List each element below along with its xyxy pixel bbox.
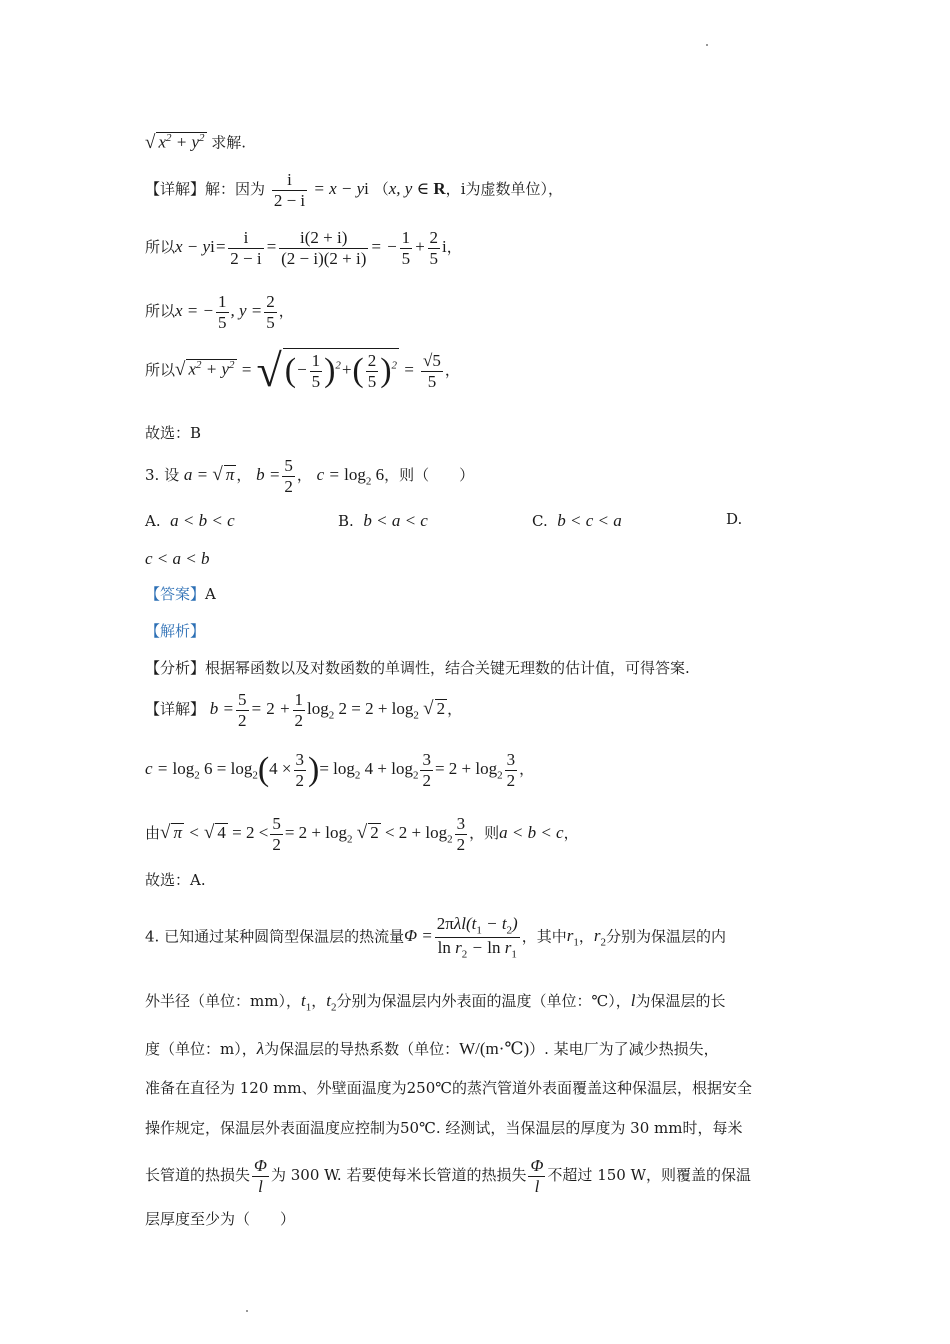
detail-label: 【详解】 [145, 699, 206, 718]
option-c[interactable]: C. b < c < a [532, 511, 622, 530]
text-q4-line3b: 为保温层的导热系数（单位： [264, 1040, 460, 1058]
line-q2-answer: 故选：B [145, 424, 202, 442]
text-q4-line3c: ）. 某电厂为了减少热损失， [529, 1040, 719, 1058]
question-4-line4: 准备在直径为 120 mm、外壁面温度为250℃的蒸汽管道外表面覆盖这种保温层，根据安全 [145, 1079, 753, 1097]
line-q2-detail: 【详解】解：因为 $\frac{i}{2 - i}$ = x − yi （x, y ∈ R，i为虚数单位）， [145, 170, 563, 210]
line-q3-answer: 故选：A. [145, 871, 206, 889]
analysis-line [145, 661, 690, 676]
text-qiujie: 求解. [211, 133, 247, 152]
corner-dot [706, 44, 708, 46]
question-4-line6: 长管道的热损失 $\frac{\Phi}{l}$ 为 300 W. 若要使每米长管道的热损失 $\frac{\Phi}{l}$ 不超过 150 W，则覆盖的保温 [145, 1156, 752, 1196]
text-comma: ， [519, 759, 535, 778]
text-q4-a: 4. 已知通过某种圆筒型保温层的热流量 [145, 927, 405, 946]
text-jie-yinwei: 解：因为 [205, 179, 266, 198]
line-top-continuation: √ $x^2 + y^2$ 求解. [145, 131, 247, 153]
question-4-line1: 4. 已知通过某种圆筒型保温层的热流量Φ = $\frac{2\pi\lambda l(t_1 - t_2)}{\ln r_2 - \ln r_1}$ ，其中$r_1$，$r_2$分别为保温层的内 [145, 914, 727, 961]
option-b-label: B. [338, 512, 354, 530]
text-comma: ， [563, 823, 579, 842]
question-4-line3: 度（单位：m），λ为保温层的导热系数（单位：W/(m·℃)）. 某电厂为了减少热损失， [145, 1039, 719, 1058]
fenxi-text: 根据幂函数以及对数函数的单调性，结合关键无理数的估计值，可得答案. [205, 659, 690, 677]
option-d-expression: c < a < b [145, 549, 210, 568]
text-comma: ， [447, 699, 463, 718]
line-q3-step1: $c = \log_2 6 = \log_2(4$ × $\frac{3}{2}$ )= $\log_2 4 + \log_2$ $\frac{3}{2}$ = $2 + \log_2$ $\frac{3}{2}$ ， [145, 750, 535, 790]
text-suoyi: 所以 [145, 301, 176, 320]
line-q3-step2: 由√ π < √ 4 = 2 < $\frac{5}{2}$ = $2 + \log_2$ √ $2 < 2 + \log_2$ $\frac{3}{2}$ ，则a < b < c， [145, 814, 579, 854]
text-q4-b: ，其中 [521, 927, 567, 946]
text-q4-line6a: 长管道的热损失 [145, 1165, 251, 1184]
line-q2-step3: 所以√ $x^2 + y^2$ = √(− $\frac{1}{5}$ )$^2$+( $\frac{2}{5}$ )$^2$ = $\frac{√5}{5}$ ， [145, 345, 460, 397]
option-b[interactable]: B. b < a < c [338, 511, 428, 530]
analysis-tag: 【解析】 [145, 622, 206, 640]
text-i-def: i为虚数单位）， [460, 179, 563, 198]
text-ze: ，则 [469, 823, 500, 842]
detail-label: 【详解】 [145, 179, 206, 198]
text-you: 由 [145, 823, 161, 842]
answer-line [145, 587, 216, 602]
option-c-label: C. [532, 512, 548, 530]
text-comma: ， [444, 360, 460, 379]
text-q4-line2b: 分别为保温层内外表面的温度（单位：℃）， [336, 992, 631, 1010]
text-q4-line6c: 不超过 150 W，则覆盖的保温 [547, 1165, 752, 1184]
option-d[interactable] [726, 512, 742, 527]
text-q4-line2c: 为保温层的长 [635, 992, 726, 1010]
question-4-line7: 层厚度至少为（ ） [145, 1210, 296, 1228]
text-comma: ， [446, 237, 462, 256]
text-q4-line2: 外半径（单位：mm）， [145, 992, 301, 1010]
text-q4-line3: 度（单位：m）， [145, 1040, 257, 1058]
corner-dot [246, 1310, 248, 1312]
answer-tag: 【答案】 [145, 585, 206, 603]
text-comma: ， [278, 301, 294, 320]
text-q3-prefix: 3. 设 [145, 465, 180, 484]
text-q4-line6b: 为 300 W. 若要使每米长管道的热损失 [270, 1165, 527, 1184]
line-q2-step1: 所以x − yi= $\frac{i}{2 - i}$ = $\frac{i(2 + i)}{(2 - i)(2 + i)}$ = − $\frac{1}{5}$ + $\frac{2}{5}$ i， [145, 228, 462, 268]
text-suoyi: 所以 [145, 237, 176, 256]
text-suoyi: 所以 [145, 360, 176, 379]
question-4-line5: 操作规定，保温层外表面温度应控制为50℃. 经测试，当保温层的厚度为 30 mm时，每米 [145, 1119, 743, 1137]
fenxi-tag: 【分析】 [145, 659, 206, 677]
line-q2-step2: 所以x = − $\frac{1}{5}$ , y = $\frac{2}{5}$ ， [145, 292, 294, 332]
question-3-stem: 3. 设 a = √ π ， b = $\frac{5}{2}$ ， $c = \log_2 6$，则（ ） [145, 456, 475, 496]
option-a-label: A. [145, 512, 161, 530]
question-4-line2: 外半径（单位：mm），$t_1$，$t_2$分别为保温层内外表面的温度（单位：℃），l为保温层的长 [145, 991, 726, 1014]
text-q3-suffix: ，则（ ） [384, 465, 475, 484]
answer-value: A [205, 585, 216, 603]
line-q3-detail: 【详解】 b = $\frac{5}{2}$ = 2 + $\frac{1}{2}$ $\log_2 2 = 2 + \log_2$ √ 2 ， [145, 690, 463, 730]
text-q4-c: 分别为保温层的内 [606, 927, 727, 946]
option-a[interactable]: A. a < b < c [145, 511, 235, 530]
option-d-label: D. [726, 510, 743, 528]
text-paren: （ [373, 179, 389, 198]
